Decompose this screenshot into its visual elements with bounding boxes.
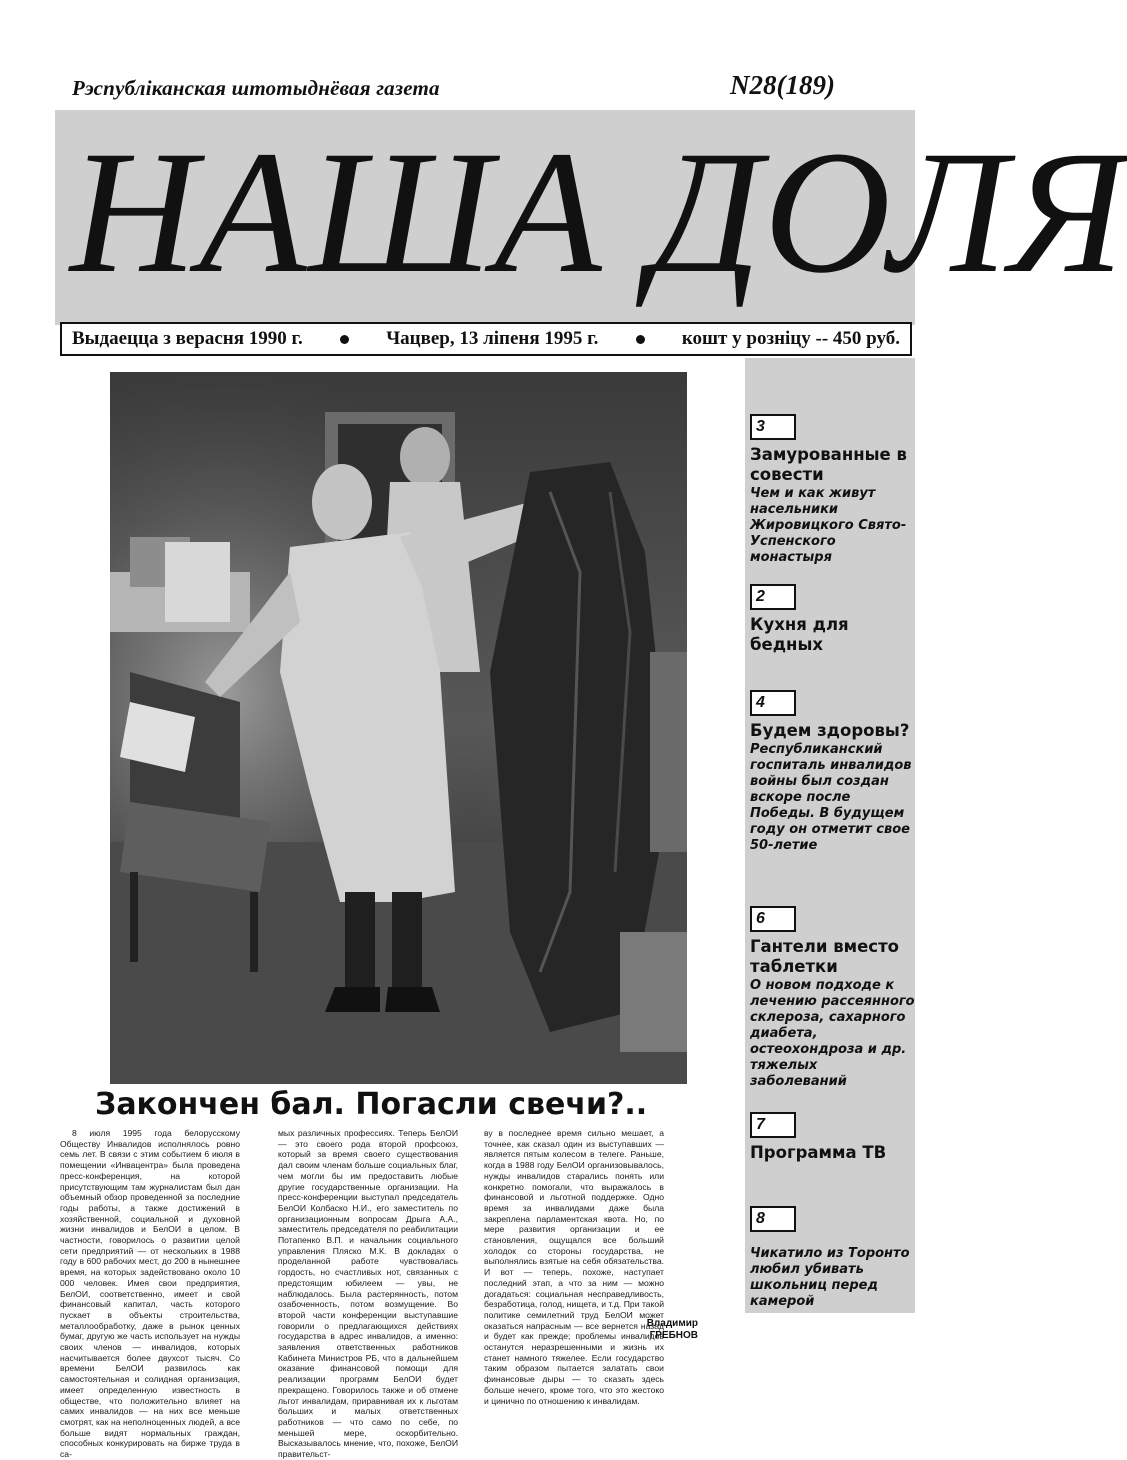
sidebar-text: Чем и как живут насельники Жировицкого Свято-Успенского монастыря xyxy=(750,486,907,565)
sidebar-item-page-2 xyxy=(750,584,918,655)
sidebar-heading: Программа ТВ xyxy=(750,1143,887,1162)
page-number-badge: 8 xyxy=(750,1206,796,1232)
page-number-badge: 6 xyxy=(750,906,796,932)
masthead-subtitle: Рэспубліканская штотыднёвая газета xyxy=(72,76,440,100)
page-number-badge: 3 xyxy=(750,414,796,440)
page-number-badge: 7 xyxy=(750,1112,796,1138)
sidebar-heading: Кухня для бедных xyxy=(750,615,849,654)
sidebar-item-page-3 xyxy=(750,414,918,566)
page-number-badge: 2 xyxy=(750,584,796,610)
sidebar-heading: Гантели вместо таблетки xyxy=(750,937,899,976)
info-bar xyxy=(60,322,912,356)
sidebar-item-page-6 xyxy=(750,906,918,1090)
newspaper-title: НАША ДОЛЯ xyxy=(70,115,1127,310)
sidebar-text: О новом подходе к лечению рассеянного склероза, сахарного диабета, остеохондроза и др. тяжелых заболеваний xyxy=(750,978,915,1089)
main-photo xyxy=(110,372,687,1084)
sidebar-text: Чикатило из Торонто любил убивать школьниц перед камерой xyxy=(750,1246,910,1309)
article-headline: Закончен бал. Погасли свечи?.. xyxy=(95,1087,648,1122)
bullet-icon xyxy=(340,335,349,344)
sidebar-text: Республиканский госпиталь инвалидов войны был создан вскоре после Победы. В будущем году он отметит свое 50-летие xyxy=(750,742,912,853)
photo-illustration xyxy=(110,372,687,1084)
info-price: кошт у розніцу -- 450 руб. xyxy=(681,328,900,349)
sidebar-item-page-4 xyxy=(750,690,918,854)
author-last-name: ГРЕБНОВ xyxy=(649,1330,698,1341)
page-number-badge: 4 xyxy=(750,690,796,716)
author-first-name: Владимир xyxy=(646,1318,698,1329)
info-founded: Выдаецца з верасня 1990 г. xyxy=(72,328,303,349)
article-column-1: 8 июля 1995 года белорусскому Обществу Инвалидов исполнялось ровно семь лет. В связи с этим событием 6 июля в помещении «Инвацентра» была проведена пресс-конференция, на которой присутствующим там журналистам был дан объемный обзор проведенной за последние годы работы, а также достижений в хозяйственной, социальной и духовной жизни инвалидов и БелОИ в целом. В частности, говорилось о развитии целой сети предприятий — от нескольких в 1988 году в 600 рабочих мест, до 200 в нынешнее время, на которых задействовано около 10 000 человек. Имея свои предприятия, БелОИ, соответственно, имеет и свой финансовый капитал, часть которого пускает в объекты строительства, металлообработку, даже в рынок ценных бумаг, другую же часть использует на нужды своих членов — инвалидов, которых насчитывается более двухсот тысяч. Со времени БелОИ развилось как самостоятельная и солидная организация, имеет определенную известность в обществе, что положительно влияет на самих инвалидов — на них все меньше смотрят, как на неполноценных людей, а все больше видят нормальных граждан, способных конкурировать на бирже труда в са- xyxy=(60,1128,240,1460)
article-column-2: мых различных профессиях. Теперь БелОИ — это своего рода второй профсоюз, который за время своего существования дал своим членам больше социальных благ, чем могли бы им предоставить любые другие государственные организации. На пресс-конференции выступал председатель БелОИ Колбаско Н.И., его заместитель по организационным вопросам Дрыга А.А., заместитель председателя по реабилитации Потапенко В.П. и начальник социального управления Пляско М.К. В докладах о проделанной работе чувствовалась гордость, но счастливых нот, связанных с предстоящим юбилеем — увы, не наблюдалось. Была растерянность, потом озабоченность, потом возмущение. Во второй части конференции выступавшие говорили о предлагающихся действиях государства в адрес инвалидов, а именно: заявления ответственных работников Кабинета Министров РБ, что в дальнейшем оказание финансовой помощи для реализации программ БелОИ будет прекращено. Говорилось также и об отмене льгот инвалидам, приравнивая их к льготам больших и малых ответственных работников — что само по себе, по меньшей мере, оскорбительно. Высказывалось мнение, что, похоже, БелОИ правительст- xyxy=(278,1128,458,1460)
article-column-3: ву в последнее время сильно мешает, а точнее, как сказал один из выступавших — является пятым колесом в телеге. Раньше, когда в 1988 году БелОИ организовывалось, нужды инвалидов старались понять или конкретно помогали, что выражалось в финансовой и льготной поддержке. Одно время за инвалидами даже была закреплена парламентская квота. Но, по мере развития организации и ее становления, ощущался все больший холодок со стороны государства, не выполнялись взятые на себя обязательства. И вот — теперь, похоже, наступает последний этап, а что за ним — можно догадаться: социальная несправедливость, безработица, голод, нищета, и т.д. При такой политике семилетний труд БелОИ может оказаться напрасным — все вернется назад и будет как прежде; проблемы инвалидов останутся неразрешенными и жизнь их станет намного тяжелее. Если государство таким образом пытается залатать свои финансовые дыры — то сказать здесь больше нечего, кроме того, что это жестоко и цинично по отношению к инвалидам. xyxy=(484,1128,664,1406)
bullet-icon xyxy=(636,335,645,344)
sidebar-heading: Замурованные в совести xyxy=(750,445,907,484)
sidebar-item-page-8 xyxy=(750,1206,918,1310)
sidebar-item-page-7 xyxy=(750,1112,918,1163)
issue-number: N28(189) xyxy=(730,70,835,100)
sidebar-heading: Будем здоровы? xyxy=(750,721,910,740)
info-date: Чацвер, 13 ліпеня 1995 г. xyxy=(386,328,599,349)
article-author xyxy=(600,1318,698,1342)
